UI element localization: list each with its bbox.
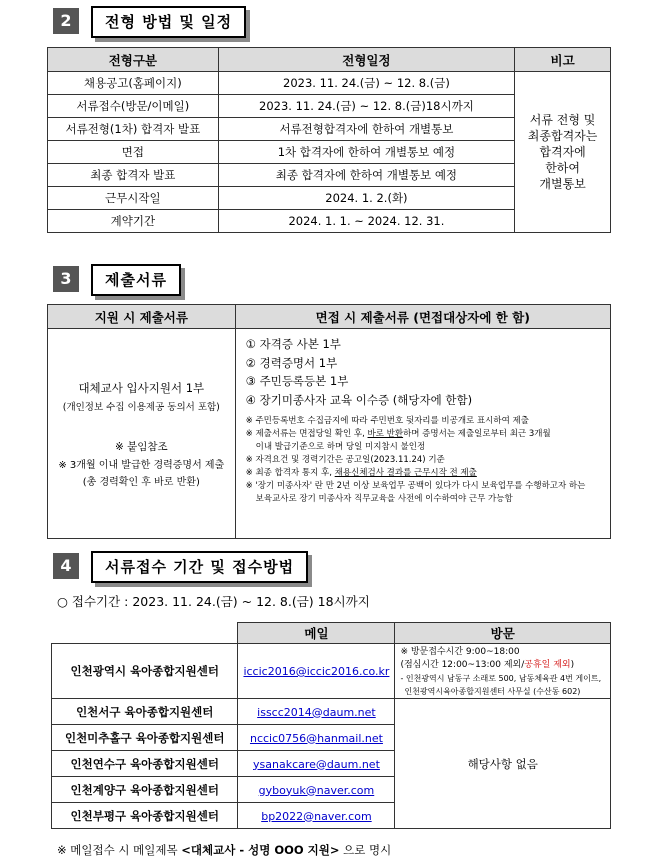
center-email-cell — [238, 725, 395, 751]
visit-line: ※ 방문접수시간 9:00~18:00 — [400, 647, 520, 657]
schedule-table — [47, 47, 611, 233]
center-name: 인천부평구 육아종합지원센터 — [52, 803, 238, 829]
note-line: ※ 자격요건 및 경력기간은 공고일(2023.11.24) 기준 — [245, 455, 445, 465]
schedule-cell: 채용공고(홈페이지) — [48, 72, 219, 95]
center-email-cell — [238, 777, 395, 803]
note-line: ※ 주민등록번호 수집금지에 따라 주민번호 뒷자리를 비공개로 표시하여 제출 — [245, 416, 529, 426]
footer-text: ※ 메일접수 시 메일제목 — [57, 843, 182, 857]
schedule-header-type: 전형구분 — [48, 48, 219, 72]
visit-none: 해당사항 없음 — [395, 699, 611, 829]
visit-info-cell — [395, 644, 611, 699]
visit-line: 인천광역시육아종합지원센터 사무실 (수산동 602) — [404, 687, 581, 696]
submission-table — [51, 622, 611, 829]
docs-header-apply: 지원 시 제출서류 — [48, 305, 236, 329]
docs-header-interview: 면접 시 제출서류 (면접대상자에 한 함) — [235, 305, 610, 329]
email-link[interactable]: ysanakcare@daum.net — [253, 757, 380, 771]
footer-text: 으로 명시 — [339, 843, 392, 857]
center-name: 인천광역시 육아종합지원센터 — [52, 644, 238, 699]
section-4-title: 서류접수 기간 및 접수방법 — [91, 551, 308, 583]
remark-line: 합격자에 — [539, 145, 586, 159]
list-item: ④ 장기미종사자 교육 이수증 (해당자에 한함) — [245, 392, 473, 407]
center-name: 인천계양구 육아종합지원센터 — [52, 777, 238, 803]
schedule-cell: 1차 합격자에 한하여 개별통보 예정 — [218, 141, 514, 164]
section-3-title: 제출서류 — [91, 264, 181, 296]
schedule-cell: 2023. 11. 24.(금) ~ 12. 8.(금)18시까지 — [218, 95, 514, 118]
apply-ref-line2: (총 경력확인 후 바로 반환) — [82, 476, 200, 488]
schedule-cell: 근무시작일 — [48, 187, 219, 210]
note-line: 보육교사로 장기 미종사자 직무교육을 사전에 이수하여야 근무 가능함 — [255, 494, 513, 504]
center-email-cell — [238, 751, 395, 777]
schedule-cell: 서류전형(1차) 합격자 발표 — [48, 118, 219, 141]
email-link[interactable]: nccic0756@hanmail.net — [249, 731, 383, 745]
center-name: 인천서구 육아종합지원센터 — [52, 699, 238, 725]
holiday-excluded: 공휴일 제외 — [524, 660, 571, 670]
note-underline: 바로 반환 — [367, 429, 404, 439]
note-line: 이내 발급기준으로 하며 당일 미지참시 불인정 — [255, 442, 426, 452]
section-3-number: 3 — [53, 266, 79, 292]
center-email-cell — [238, 644, 395, 699]
table-row — [48, 72, 611, 95]
visit-text: (점심시간 12:00~13:00 제외/ — [400, 660, 525, 670]
apply-ref-line1: ※ 3개월 이내 발급한 경력증명서 제출 — [58, 459, 225, 471]
mail-subject-note — [57, 842, 391, 858]
submission-header-visit: 방문 — [395, 623, 611, 644]
section-2-number: 2 — [53, 8, 79, 34]
submission-period: ○ 접수기간 : 2023. 11. 24.(금) ~ 12. 8.(금) 18시까지 — [57, 594, 370, 609]
schedule-cell: 서류접수(방문/이메일) — [48, 95, 219, 118]
visit-line: - 인천광역시 남동구 소래로 500, 남동체육관 4번 게이트, — [400, 674, 602, 683]
list-item: ② 경력증명서 1부 — [245, 355, 338, 370]
schedule-cell: 2023. 11. 24.(금) ~ 12. 8.(금) — [218, 72, 514, 95]
note-line — [246, 428, 610, 441]
visit-line — [400, 659, 610, 672]
note-line: ※ '장기 미종사자' 란 만 2년 이상 보육업무 공백이 있다가 다시 보육업무를 수행하고자 하는 — [245, 481, 586, 491]
table-row — [52, 699, 611, 725]
submission-header-blank — [52, 623, 238, 644]
schedule-cell: 서류전형합격자에 한하여 개별통보 — [218, 118, 514, 141]
visit-text: ) — [570, 660, 575, 670]
note-text: ※ 최종 합격자 통지 후, — [245, 468, 335, 478]
mail-subject-format: <대체교사 - 성명 OOO 지원> — [181, 843, 340, 857]
note-underline: 채용신체검사 결과를 근무시작 전 제출 — [334, 468, 477, 478]
center-name: 인천연수구 육아종합지원센터 — [52, 751, 238, 777]
table-row — [52, 644, 611, 699]
schedule-cell: 면접 — [48, 141, 219, 164]
schedule-cell: 최종 합격자 발표 — [48, 164, 219, 187]
schedule-cell: 2024. 1. 2.(화) — [218, 187, 514, 210]
apply-doc-main: 대체교사 입사지원서 1부 — [78, 380, 205, 395]
schedule-remark — [515, 72, 611, 233]
center-email-cell — [238, 803, 395, 829]
email-link[interactable]: bp2022@naver.com — [261, 809, 372, 823]
center-name: 인천미추홀구 육아종합지원센터 — [52, 725, 238, 751]
remark-line: 개별통보 — [539, 177, 586, 191]
docs-apply-cell — [48, 329, 236, 539]
apply-doc-sub: (개인정보 수집 이용제공 동의서 포함) — [62, 401, 220, 413]
list-item: ③ 주민등록등본 1부 — [245, 374, 349, 388]
schedule-cell: 최종 합격자에 한하여 개별통보 예정 — [218, 164, 514, 187]
section-2-title: 전형 방법 및 일정 — [91, 6, 246, 38]
section-4-number: 4 — [53, 553, 79, 579]
apply-ref-title: ※ 붙임참조 — [114, 440, 168, 453]
remark-line: 서류 전형 및 — [529, 113, 596, 127]
schedule-header-remark: 비고 — [515, 48, 611, 72]
schedule-header-date: 전형일정 — [218, 48, 514, 72]
email-link[interactable]: iccic2016@iccic2016.co.kr — [243, 665, 390, 678]
remark-line: 한하여 — [545, 161, 580, 175]
note-line — [246, 467, 610, 480]
center-email-cell — [238, 699, 395, 725]
list-item: ① 자격증 사본 1부 — [245, 337, 341, 351]
docs-interview-cell — [235, 329, 610, 539]
submission-header-mail: 메일 — [238, 623, 395, 644]
email-link[interactable]: gyboyuk@naver.com — [258, 783, 375, 797]
schedule-cell: 2024. 1. 1. ~ 2024. 12. 31. — [218, 210, 514, 233]
remark-line: 최종합격자는 — [527, 129, 598, 143]
email-link[interactable]: isscc2014@daum.net — [257, 705, 376, 719]
schedule-cell: 계약기간 — [48, 210, 219, 233]
note-text: ※ 제출서류는 면접당일 확인 후, — [245, 429, 368, 439]
note-text: 하며 증명서는 제출일로부터 최근 3개월 — [403, 429, 551, 439]
documents-table — [47, 304, 611, 539]
